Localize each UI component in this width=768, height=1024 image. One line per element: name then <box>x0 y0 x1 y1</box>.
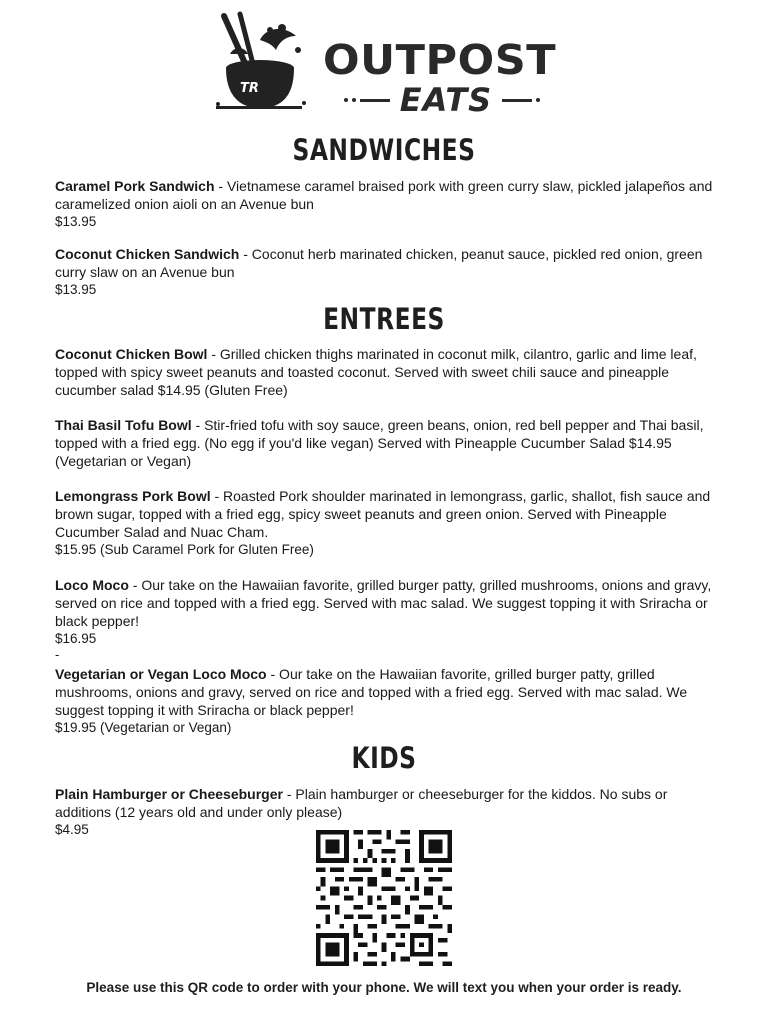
logo-badge-text: TR <box>240 81 259 96</box>
brand-sub: EATS <box>399 81 493 119</box>
item-desc: - Stir-fried tofu with soy sauce, green beans, onion, red bell pepper and Thai basil, topped with a fried egg. (No egg if you'd like vegan) Served with Pineapple Cucumber Salad $14.95 (Vegetarian or Vegan) <box>55 417 704 469</box>
item-desc: - Roasted Pork shoulder marinated in lemongrass, garlic, shallot, fish sauce and brown sugar, topped with a fried egg, spicy sweet peanuts and green onion. Served with Pineapple Cucumber Salad and Nuac Cham. <box>55 488 711 540</box>
item-name: Plain Hamburger or Cheeseburger <box>55 786 283 802</box>
item-price: $13.95 <box>55 282 97 297</box>
menu-item <box>55 416 715 470</box>
brand-logo <box>210 10 570 118</box>
item-separator: - <box>55 647 60 662</box>
order-instructions: Please use this QR code to order with your phone. We will text you when your order is ready. <box>86 980 682 995</box>
section-title-sandwiches: SANDWICHES <box>292 134 476 168</box>
section-title-entrees: ENTREES <box>323 303 445 337</box>
item-name: Loco Moco <box>55 577 129 593</box>
item-name: Caramel Pork Sandwich <box>55 178 215 194</box>
item-price: $16.95 <box>55 631 97 646</box>
item-price: $4.95 <box>55 822 89 837</box>
item-name: Coconut Chicken Sandwich <box>55 246 240 262</box>
item-name: Lemongrass Pork Bowl <box>55 488 211 504</box>
brand-sub-row <box>344 82 540 118</box>
menu-item <box>55 245 715 299</box>
item-name: Vegetarian or Vegan Loco Moco <box>55 666 267 682</box>
item-price: $13.95 <box>55 214 97 229</box>
item-name: Coconut Chicken Bowl <box>55 346 208 362</box>
item-price: $19.95 (Vegetarian or Vegan) <box>55 720 232 735</box>
section-title-kids: KIDS <box>351 742 417 776</box>
menu-item <box>55 345 715 399</box>
menu-item <box>55 576 715 648</box>
decor-dash-left <box>344 98 390 102</box>
item-desc: - Our take on the Hawaiian favorite, grilled burger patty, grilled mushrooms, onions and gravy, served on rice and topped with a fried egg. Served with mac salad. We suggest topping it with Sriracha or black pepper! <box>55 577 712 629</box>
item-desc: - Plain hamburger or cheeseburger for the kiddos. No subs or additions (12 years old and under only please) <box>55 786 668 820</box>
item-desc: - Our take on the Hawaiian favorite, grilled burger patty, grilled mushrooms, onions and gravy, served on rice and topped with a fried egg. Served with mac salad. We suggest topping it with Sriracha or black pepper! <box>55 666 688 718</box>
decor-dash-right <box>502 98 540 102</box>
order-qr-code[interactable] <box>316 830 452 966</box>
menu-item <box>55 665 715 737</box>
item-price: $15.95 (Sub Caramel Pork for Gluten Free) <box>55 542 314 557</box>
item-desc: - Vietnamese caramel braised pork with green curry slaw, pickled jalapeños and caramelized onion aioli on an Avenue bun <box>55 178 713 212</box>
menu-item <box>55 177 715 231</box>
item-name: Thai Basil Tofu Bowl <box>55 417 192 433</box>
menu-item <box>55 487 715 559</box>
brand-name: OUTPOST <box>323 36 557 84</box>
item-desc: - Coconut herb marinated chicken, peanut sauce, pickled red onion, green curry slaw on an Avenue bun <box>55 246 703 280</box>
bowl-splash-icon <box>210 10 310 118</box>
item-desc: - Grilled chicken thighs marinated in coconut milk, cilantro, garlic and lime leaf, topped with spicy sweet peanuts and toasted coconut. Served with sweet chili sauce and pineapple cucumber salad $14.95 (Gluten Free) <box>55 346 697 398</box>
